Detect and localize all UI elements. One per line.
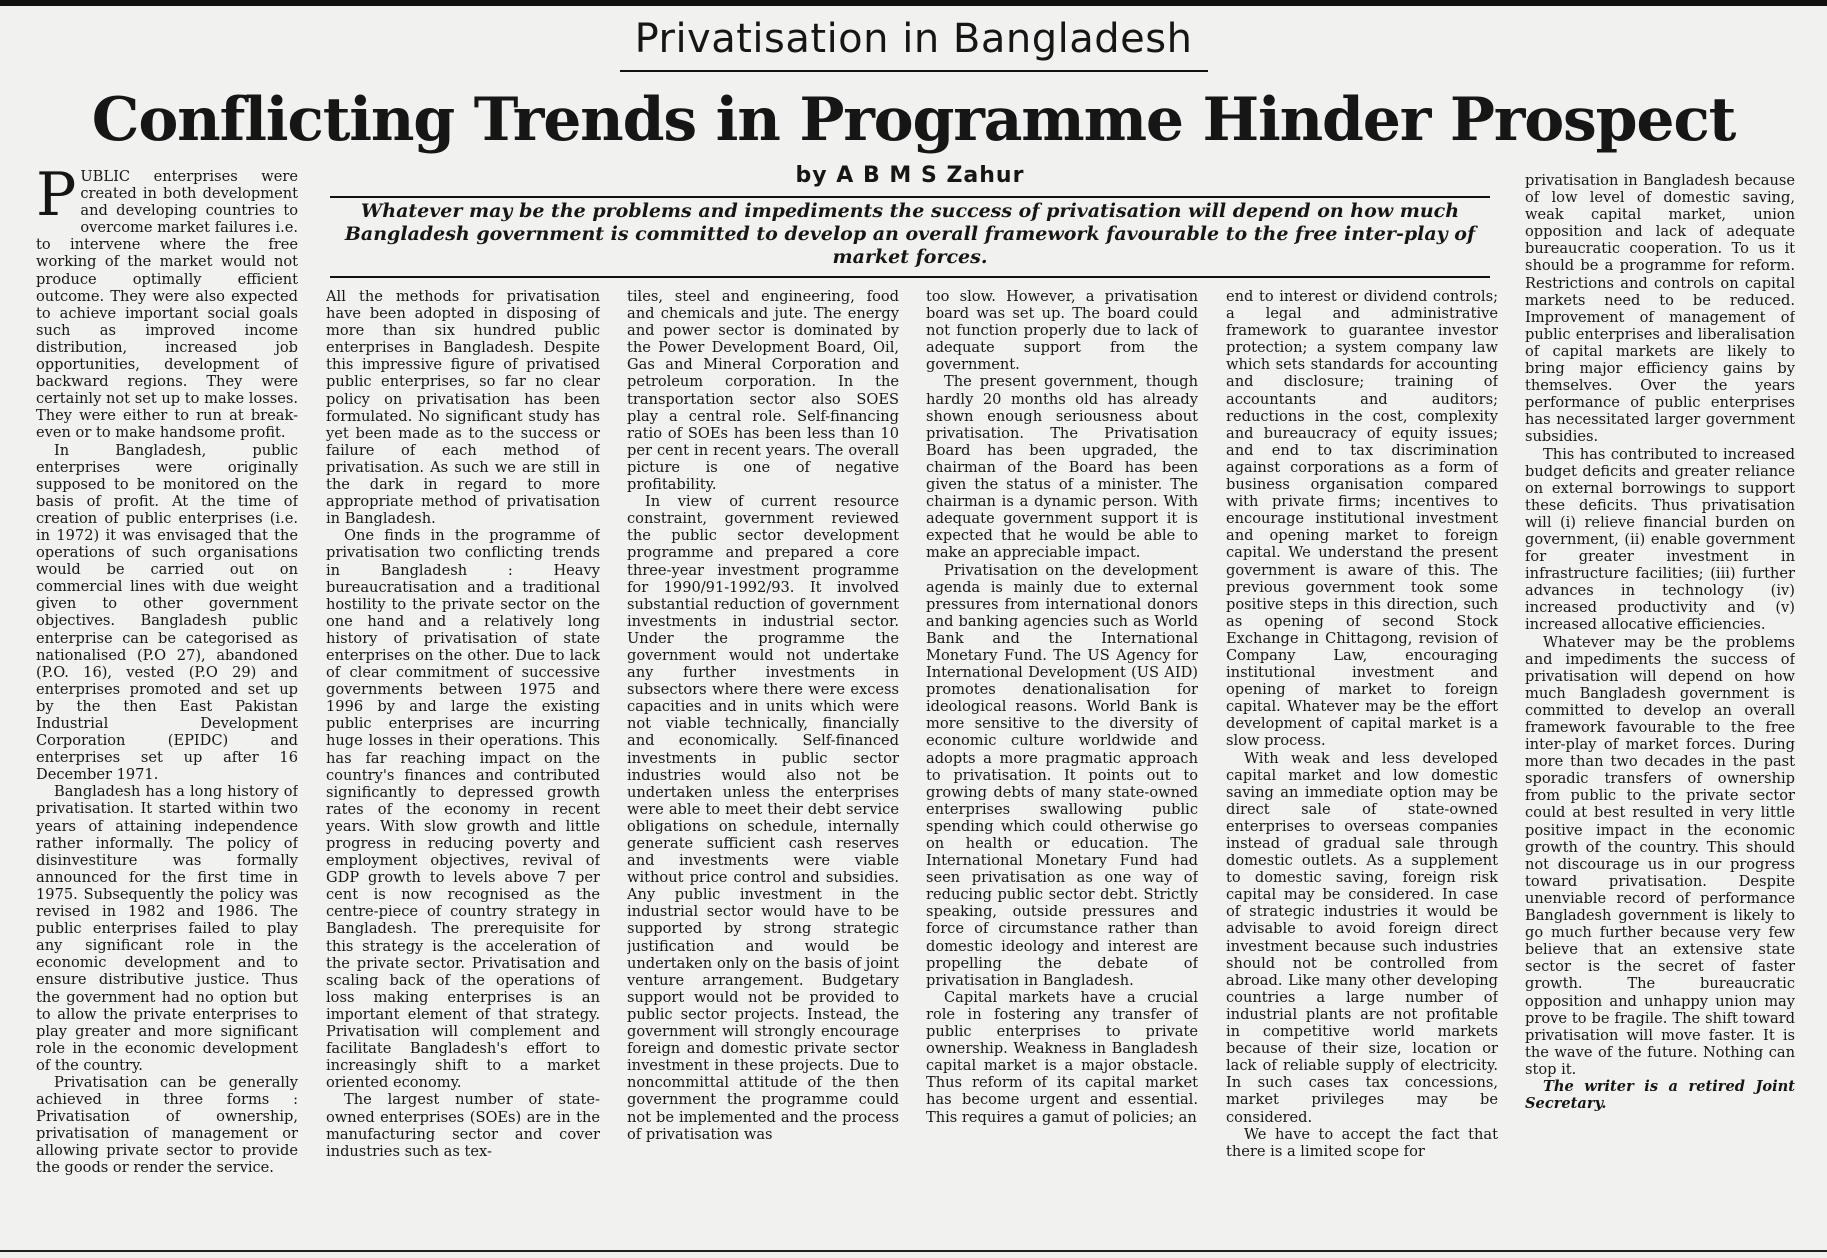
column-4 [926,288,1198,1243]
paragraph: Privatisation on the development agenda is mainly due to external pressures from international donors and banking agencies such as World Bank and the International Monetary Fund. The US Agency for International Development (US AID) promotes denationalisation for ideological reasons. World Bank is more sensitive to the diversity of economic culture worldwide and adopts a more pragmatic approach to privatisation. It points out to growing debts of many state-owned enterprises swallowing public spending which could otherwise go on health or education. The International Monetary Fund had seen privatisation as one way of reducing public sector debt. Strictly speaking, outside pressures and force of circumstance rather than domestic ideology and interest are propelling the debate of privatisation in Bangladesh. [926,561,1198,989]
article-byline: by A B M S Zahur [795,163,1025,188]
paragraph: Bangladesh has a long history of privatisation. It started within two years of attaining independence rather informally. The policy of disinvestiture was formally announced for the first time in 1975. Subsequently the policy was revised in 1982 and 1986. The public enterprises failed to play any significant role in the economic development and to ensure distributive justice. Thus the government had no option but to allow the private enterprises to play greater and more significant role in the economic development of the country. [36,783,298,1074]
paragraph: We have to accept the fact that there is a limited scope for [1226,1125,1498,1160]
column-6 [1525,172,1795,1243]
column-2 [326,288,600,1243]
paragraph: In view of current resource constraint, government reviewed the public sector development programme and prepared a core three-year investment programme for 1990/91-1992/93. It involved substantial reduction of government investments in industrial sector. Under the programme the government would not undertake any further investments in subsectors where there were excess capacities and in units which were not viable technically, financially and economically. Self-financed investments in public sector industries would also not be undertaken unless the enterprises were able to meet their debt service obligations on schedule, internally generate sufficient cash reserves and investments were viable without price control and subsidies. Any public investment in the industrial sector would have to be supported by strong strategic justification and would be undertaken only on the basis of joint venture arrangement. Budgetary support would not be provided to public sector projects. Instead, the government will strongly encourage foreign and domestic private sector investment in these projects. Due to noncommittal attitude of the then government the programme could not be implemented and the process of privatisation was [627,493,899,1143]
paragraph: privatisation in Bangladesh because of low level of domestic saving, weak capital market, union opposition and lack of adequate bureaucratic cooperation. To us it should be a programme for reform. Restrictions and controls on capital markets need to be reduced. Improvement of management of public enterprises and liberalisation of capital markets are likely to bring major efficiency gains by themselves. Over the years performance of public enterprises has necessitated larger government subsidies. [1525,172,1795,446]
article-headline: Conflicting Trends in Programme Hinder Prospect [91,85,1736,155]
article-kicker: Privatisation in Bangladesh [634,16,1193,62]
paragraph: Whatever may be the problems and impediments the success of privatisation will depend on how much Bangladesh government is committed to develop an overall framework favourable to the free inter-play of market forces. During more than two decades in the past sporadic transfers of ownership from public to the private sector could at best resulted in very little positive impact in the economic growth of the country. This should not discourage us in our progress toward privatisation. Despite unenviable record of performance Bangladesh government is likely to go much further because very few believe that an extensive state sector is the secret of faster growth. The bureaucratic opposition and unhappy union may prove to be fragile. The shift toward privatisation will move faster. It is the wave of the future. Nothing can stop it. [1525,633,1795,1078]
column-3 [627,288,899,1243]
deck-rule-bottom [330,276,1490,278]
drop-cap: P [36,168,77,230]
paragraph: With weak and less developed capital market and low domestic saving an immediate option may be direct sale of state-owned enterprises to overseas companies instead of gradual sale through domestic outlets. As a supplement to domestic saving, foreign risk capital may be considered. In case of strategic industries it would be advisable to avoid foreign direct investment because such industries should not be controlled from abroad. Like many other developing countries a large number of industrial plants are not profitable in competitive world markets because of their size, location or lack of reliable supply of electricity. In such cases tax concessions, market privileges may be considered. [1226,749,1498,1126]
bottom-rule [0,1250,1827,1252]
top-rule [0,0,1827,6]
paragraph: Capital markets have a crucial role in fostering any transfer of public enterprises to private ownership. Weakness in Bangladesh capital market is a major obstacle. Thus reform of its capital market has become urgent and essential. This requires a gamut of policies; an [926,988,1198,1126]
paragraph: tiles, steel and engineering, food and chemicals and jute. The energy and power sector is dominated by the Power Development Board, Oil, Gas and Mineral Corporation and petroleum corporation. In the transportation sector also SOES play a central role. Self-financing ratio of SOEs has been less than 10 per cent in recent years. The overall picture is one of negative profitability. [627,288,899,494]
paragraph: In Bangladesh, public enterprises were originally supposed to be monitored on the basis of profit. At the time of creation of public enterprises (i.e. in 1972) it was envisaged that the operations of such organisations would be carried out on commercial lines with due weight given to other government objectives. Bangladesh public enterprise can be categorised as nationalised (P.O 27), abandoned (P.O. 16), vested (P.O 29) and enterprises promoted and set up by the then East Pakistan Industrial Development Corporation (EPIDC) and enterprises set up after 16 December 1971. [36,441,298,784]
paragraph: This has contributed to increased budget deficits and greater reliance on external borrowings to support these deficits. Thus privatisation will (i) relieve financial burden on government, (ii) enable government for greater investment in infrastructure facilities; (iii) further advances in technology (iv) increased productivity and (v) increased allocative efficiencies. [1525,445,1795,634]
article-deck: Whatever may be the problems and impediments the success of privatisation will depend on how much Bangladesh government is committed to develop an overall framework favourable to the free inter-play of market forces. [344,200,1476,268]
column-5 [1226,288,1498,1243]
paragraph: All the methods for privatisation have been adopted in disposing of more than six hundred public enterprises in Bangladesh. Despite this impressive figure of privatised public enterprises, so far no clear policy on privatisation has been formulated. No significant study has yet been made as to the success or failure of each method of privatisation. As such we are still in the dark in regard to more appropriate method of privatisation in Bangladesh. [326,288,600,528]
kicker-underline [620,70,1208,72]
paragraph: PUBLIC enterprises were created in both development and developing countries to overcome market failures i.e. to intervene where the free working of the market would not produce optimally efficient outcome. They were also expected to achieve important social goals such as improved income distribution, increased job opportunities, development of backward regions. They were certainly not set up to make losses. They were either to run at break-even or to make handsome profit. [36,168,298,442]
paragraph: The present government, though hardly 20 months old has already shown enough seriousness about privatisation. The Privatisation Board has been upgraded, the chairman of the Board has been given the status of a minister. The chairman is a dynamic person. With adequate government support it is expected that he would be able to make an appreciable impact. [926,373,1198,562]
column-1 [36,168,298,1243]
author-signoff: The writer is a retired Joint Secretary. [1525,1077,1795,1113]
deck-rule-top [330,196,1490,198]
paragraph: One finds in the programme of privatisation two conflicting trends in Bangladesh : Heavy bureaucratisation and a traditional hostility to the private sector on the one hand and a relatively long history of privatisation of state enterprises on the other. Due to lack of clear commitment of successive governments between 1975 and 1996 by and large the existing public enterprises are incurring huge losses in their operations. This has far reaching impact on the country's finances and contributed significantly to depressed growth rates of the economy in recent years. With slow growth and little progress in reducing poverty and employment objectives, revival of GDP growth to levels above 7 per cent is now recognised as the centre-piece of country strategy in Bangladesh. The prerequisite for this strategy is the acceleration of the private sector. Privatisation and scaling back of the operations of loss making enterprises is an important element of that strategy. Privatisation will complement and facilitate Bangladesh's effort to increasingly shift to a market oriented economy. [326,527,600,1092]
paragraph: end to interest or dividend controls; a legal and administrative framework to guarantee investor protection; a system company law which sets standards for accounting and disclosure; training of accountants and auditors; reductions in the cost, complexity and bureaucracy of equity issues; and end to tax discrimination against corporations as a form of business organisation compared with private firms; incentives to encourage institutional investment and opening market to foreign capital. We understand the present government is aware of this. The previous government took some positive steps in this direction, such as opening of second Stock Exchange in Chittagong, revision of Company Law, encouraging institutional investment and opening of market to foreign capital. Whatever may be the effort development of capital market is a slow process. [1226,288,1498,750]
paragraph: Privatisation can be generally achieved in three forms : Privatisation of ownership, privatisation of management or allowing private sector to provide the goods or render the service. [36,1073,298,1177]
paragraph: The largest number of state-owned enterprises (SOEs) are in the manufacturing sector and cover industries such as tex- [326,1091,600,1160]
paragraph: too slow. However, a privatisation board was set up. The board could not function properly due to lack of adequate support from the government. [926,288,1198,374]
